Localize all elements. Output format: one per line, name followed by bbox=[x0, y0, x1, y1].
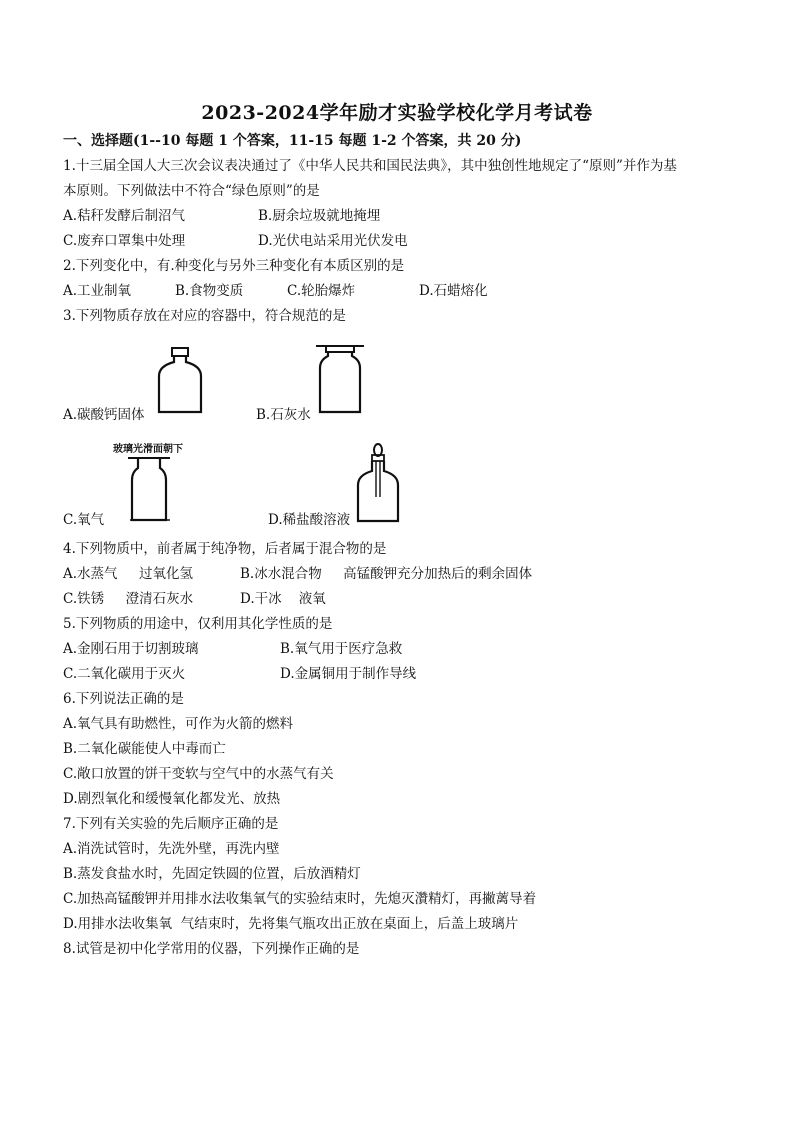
wide-mouth-bottle-icon bbox=[314, 342, 366, 416]
q2-option-d: D.石蜡熔化 bbox=[419, 283, 488, 299]
q4-stem: 4.下列物质中，前者属于纯净物，后者属于混合物的是 bbox=[63, 541, 387, 557]
dropper-bottle-icon bbox=[354, 441, 404, 525]
q4-option-a: A.水蒸气 过氧化氢 bbox=[63, 566, 193, 582]
narrow-mouth-bottle-icon bbox=[155, 346, 205, 416]
q1-option-d: D.光伏电站采用光伏发电 bbox=[258, 233, 408, 249]
q5-stem: 5.下列物质的用途中，仅利用其化学性质的是 bbox=[63, 616, 333, 632]
q3-option-c: C.氧气 bbox=[63, 512, 105, 528]
q3-option-a: A.碳酸钙固体 bbox=[63, 407, 145, 423]
exam-title: 2023-2024学年励才实验学校化学月考试卷 bbox=[201, 102, 593, 124]
q1-option-b: B.厨余垃圾就地掩埋 bbox=[258, 208, 381, 224]
q6-stem: 6.下列说法正确的是 bbox=[63, 691, 184, 707]
q2-option-c: C.轮胎爆炸 bbox=[287, 283, 356, 299]
q7-stem: 7.下列有关实验的先后顺序正确的是 bbox=[63, 816, 279, 832]
q5-option-a: A.金刚石用于切割玻璃 bbox=[63, 641, 199, 657]
q7-option-b: B.蒸发食盐水时，先固定铁圆的位置，后放酒精灯 bbox=[63, 866, 361, 882]
q5-option-b: B.氧气用于医疗急救 bbox=[280, 641, 403, 657]
q7-option-d: D.用排水法收集氧 气结束时，先将集气瓶攻出正放在桌面上，后盖上玻璃片 bbox=[63, 916, 519, 932]
section-heading: 一、选择题(1--10 每题 1 个答案，11-15 每题 1-2 个答案，共 20 分) bbox=[63, 133, 522, 149]
q3-option-d: D.稀盐酸溶液 bbox=[268, 512, 351, 528]
q5-option-c: C.二氧化碳用于灭火 bbox=[63, 666, 186, 682]
q3-stem: 3.下列物质存放在对应的容器中，符合规范的是 bbox=[63, 308, 346, 324]
q4-option-d: D.干冰 液氧 bbox=[240, 591, 326, 607]
q4-option-c: C.铁锈 澄清石灰水 bbox=[63, 591, 194, 607]
q6-option-a: A.氧气具有助燃性，可作为火箭的燃料 bbox=[63, 716, 294, 732]
q2-stem: 2.下列变化中，有.种变化与另外三种变化有本质区别的是 bbox=[63, 258, 405, 274]
q7-option-c: C.加热高锰酸钾并用排水法收集氧气的实验结束时，先熄灭灒精灯，再撇蓠导着 bbox=[63, 891, 537, 907]
q2-option-b: B.食物变质 bbox=[175, 283, 244, 299]
q8-stem: 8.试管是初中化学常用的仪器，下列操作正确的是 bbox=[63, 941, 360, 957]
gas-jar-icon bbox=[120, 452, 180, 524]
q7-option-a: A.消洗试管时，先洗外壁，再洗内壁 bbox=[63, 841, 280, 857]
q1-stem-line2: 本原则。下列做法中不符合“绿色原则”的是 bbox=[63, 183, 320, 199]
q1-option-a: A.秸秆发酵后制沼气 bbox=[63, 208, 186, 224]
q4-option-b: B.冰水混合物 高锰酸钾充分加热后的剩余固体 bbox=[240, 566, 533, 582]
q5-option-d: D.金属铜用于制作导线 bbox=[280, 666, 417, 682]
q6-option-d: D.剧烈氧化和缓慢氧化都发光、放热 bbox=[63, 791, 281, 807]
q6-option-c: C.敞口放置的饼干变软与空气中的水蒸气有关 bbox=[63, 766, 334, 782]
q6-option-b: B.二氧化碳能使人中毒而亡 bbox=[63, 741, 226, 757]
q3-option-b: B.石灰水 bbox=[256, 407, 311, 423]
q2-option-a: A.工业制氧 bbox=[63, 283, 132, 299]
q1-option-c: C.废弃口罩集中处理 bbox=[63, 233, 186, 249]
q1-stem-line1: 1.十三届全国人大三次会议表决通过了《中华人民共和国民法典》，其中独创性地规定了“原则”并作为基 bbox=[63, 158, 677, 174]
q3-c-caption: 玻璃光滑面朝下 bbox=[113, 444, 183, 455]
